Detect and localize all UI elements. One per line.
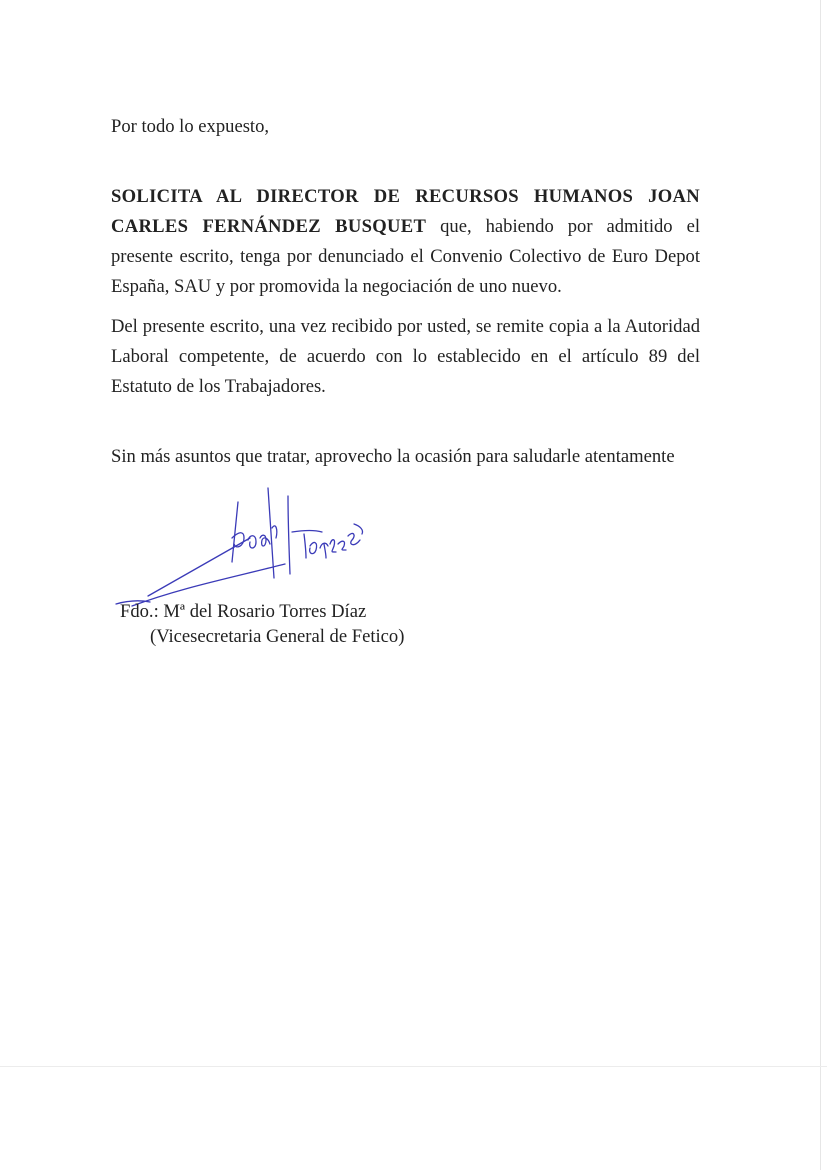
handwritten-signature	[110, 478, 370, 608]
request-addressee: SOLICITA AL DIRECTOR DE RECURSOS HUMANOS JOAN CARLES FERNÁNDEZ BUSQUET	[111, 186, 700, 237]
closing-line: Sin más asuntos que tratar, aprovecho la ocasión para saludarle atentamente	[111, 446, 675, 467]
request-body: que, habiendo por admitido el presente escrito, tenga por denunciado el Convenio Colectivo de Euro Depot España, SAU y por promovida la negociación de uno nuevo.	[111, 216, 700, 297]
scan-edge-bottom	[0, 1066, 827, 1067]
signed-by-line: Fdo.: Mª del Rosario Torres Díaz	[120, 601, 367, 622]
notice-paragraph: Del presente escrito, una vez recibido por usted, se remite copia a la Autoridad Laboral competente, de acuerdo con lo establecido en el artículo 89 del Estatuto de los Trabajadores.	[111, 316, 700, 397]
signer-role-line: (Vicesecretaria General de Fetico)	[150, 626, 405, 647]
greeting-line: Por todo lo expuesto,	[111, 116, 270, 137]
request-paragraph	[111, 182, 700, 302]
scan-edge-right	[820, 0, 821, 1170]
